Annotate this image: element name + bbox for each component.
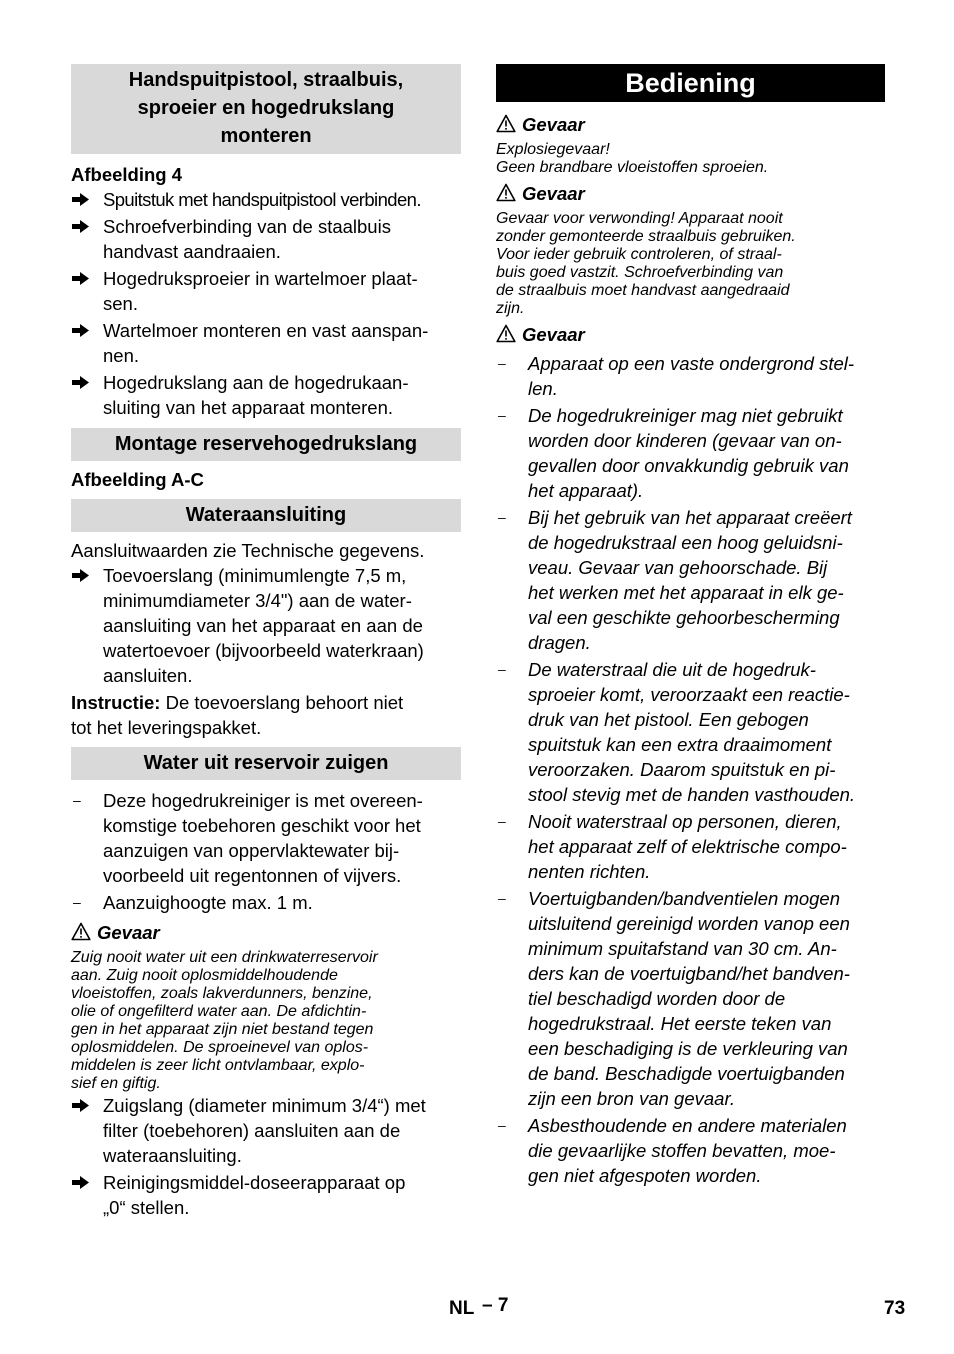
item-line: nenten richten.: [528, 861, 651, 882]
item-line: Spuitstuk met handspuitpistool verbinden.: [103, 189, 421, 210]
warning-triangle-icon: [71, 922, 91, 941]
warning-label: Gevaar: [97, 922, 160, 943]
step-item: [71, 266, 461, 316]
warning-heading: [496, 322, 885, 347]
list-item: [496, 505, 885, 655]
step-item: [71, 187, 461, 212]
connection-values-text: Aansluitwaarden zie Technische gegevens.: [71, 540, 425, 561]
instruction-label: Instructie:: [71, 692, 161, 713]
item-line: sproeier komt, veroorzaakt een reactie-: [528, 684, 850, 705]
text-line: de straalbuis moet handvast aangedraaid: [496, 282, 790, 299]
step-item: [71, 214, 461, 264]
item-line: komstige toebehoren geschikt voor het: [103, 815, 421, 836]
arrow-right-icon: [71, 1093, 93, 1113]
step-item: [71, 370, 461, 420]
instruction-note: [71, 690, 461, 715]
item-line: tiel beschadigd worden door de: [528, 988, 786, 1009]
step-item: [71, 1093, 461, 1168]
list-item: [496, 351, 885, 401]
item-line: Hogedruksproeier in wartelmoer plaat-: [103, 268, 418, 289]
figure-ref-ac: Afbeelding A-C: [71, 469, 204, 490]
warning-heading: [496, 181, 885, 206]
item-line: veau. Gevaar van gehoorschade. Bij: [528, 557, 828, 578]
item-line: ders kan de voertuigband/het bandven-: [528, 963, 850, 984]
item-line: de hogedrukstraal een hoog geluidsni-: [528, 532, 843, 553]
item-line: val een geschikte gehoorbescherming: [528, 607, 840, 628]
text-line: buis goed vastzit. Schroefverbinding van: [496, 264, 784, 281]
list-item: [496, 403, 885, 503]
item-line: het apparaat zelf of elektrische compo-: [528, 836, 847, 857]
heading-line: monteren: [220, 125, 312, 147]
list-item: [496, 809, 885, 884]
instruction-text-2: tot het leveringspakket.: [71, 717, 262, 738]
item-line: Asbesthoudende en andere materialen: [528, 1115, 847, 1136]
text-line: aan. Zuig nooit oplosmiddelhoudende: [71, 967, 338, 984]
heading-water-connection: Wateraansluiting: [71, 499, 461, 532]
dash-list-right: [496, 351, 885, 1188]
item-line: sen.: [103, 293, 138, 314]
arrow-right-icon: [71, 370, 93, 390]
warning-label: Gevaar: [522, 114, 585, 135]
list-item: [496, 657, 885, 807]
item-line: worden door kinderen (gevaar van on-: [528, 430, 842, 451]
item-line: veroorzaken. Daarom spuitstuk en pi-: [528, 759, 836, 780]
item-line: het apparaat).: [528, 480, 644, 501]
list-item: [496, 886, 885, 1111]
arrow-right-icon: [71, 187, 93, 207]
item-line: een beschadiging is de verkleuring van: [528, 1038, 848, 1059]
item-line: handvast aandraaien.: [103, 241, 281, 262]
text-line: vloeistoffen, zoals lakverdunners, benzine,: [71, 985, 373, 1002]
instruction-text: De toevoerslang behoort niet: [160, 692, 404, 713]
warning-text-injury: [496, 210, 885, 318]
dash-bullet: –: [73, 894, 81, 910]
item-line: zijn een bron van gevaar.: [528, 1088, 736, 1109]
step-item: [71, 1170, 461, 1220]
item-line: Toevoerslang (minimumlengte 7,5 m,: [103, 565, 407, 586]
heading-bediening: Bediening: [496, 64, 885, 102]
item-line: uitsluitend gereinigd worden vanop een: [528, 913, 850, 934]
item-line: Bij het gebruik van het apparaat creëert: [528, 507, 852, 528]
item-line: De hogedrukreiniger mag niet gebruikt: [528, 405, 843, 426]
dash-bullet: –: [73, 792, 81, 808]
warning-text: [71, 949, 461, 1093]
item-line: spuitstuk kan een extra draaimoment: [528, 734, 832, 755]
item-line: Voertuigbanden/bandventielen mogen: [528, 888, 841, 909]
warning-text-explosion: [496, 141, 885, 177]
item-line: gen niet afgespoten worden.: [528, 1165, 762, 1186]
item-line: minimumdiameter 3/4") aan de water-: [103, 590, 412, 611]
footer-language: NL: [449, 1298, 475, 1319]
item-line: hogedrukstraal. Het eerste teken van: [528, 1013, 832, 1034]
warning-triangle-icon: [496, 114, 516, 133]
dash-bullet: –: [498, 813, 506, 829]
item-line: druk van het pistool. Een gebogen: [528, 709, 809, 730]
item-line: Wartelmoer monteren en vast aanspan-: [103, 320, 429, 341]
item-line: Nooit waterstraal op personen, dieren,: [528, 811, 842, 832]
item-line: dragen.: [528, 632, 591, 653]
step-list-2: [71, 563, 461, 688]
item-line: Aanzuighoogte max. 1 m.: [103, 892, 313, 913]
item-line: De waterstraal die uit de hogedruk-: [528, 659, 816, 680]
item-line: aansluiten.: [103, 665, 193, 686]
step-item: [71, 318, 461, 368]
item-line: „0“ stellen.: [103, 1197, 190, 1218]
figure-ref-4: Afbeelding 4: [71, 164, 183, 185]
arrow-right-icon: [71, 214, 93, 234]
text-line: zijn.: [496, 300, 525, 317]
right-column: [496, 64, 885, 1190]
warning-heading: [496, 112, 885, 137]
heading-montage: [71, 64, 461, 154]
item-line: len.: [528, 378, 558, 399]
left-column: [71, 64, 461, 1222]
warning-heading: [71, 920, 461, 945]
item-line: Hogedrukslang aan de hogedrukaan-: [103, 372, 409, 393]
item-line: Schroefverbinding van de staalbuis: [103, 216, 391, 237]
item-line: sluiting van het apparaat monteren.: [103, 397, 394, 418]
item-line: wateraansluiting.: [103, 1145, 242, 1166]
list-item: [71, 788, 461, 888]
text-line: Zuig nooit water uit een drinkwaterreservoir: [71, 949, 378, 966]
dash-bullet: –: [498, 890, 506, 906]
dash-bullet: –: [498, 509, 506, 525]
arrow-right-icon: [71, 563, 93, 583]
dash-list-left: [71, 788, 461, 915]
heading-water-reservoir: Water uit reservoir zuigen: [71, 747, 461, 780]
warning-triangle-icon: [496, 183, 516, 202]
dash-bullet: –: [498, 661, 506, 677]
arrow-right-icon: [71, 266, 93, 286]
item-line: Zuigslang (diameter minimum 3/4“) met: [103, 1095, 426, 1116]
warning-label: Gevaar: [522, 183, 585, 204]
item-line: die gevaarlijke stoffen bevatten, moe-: [528, 1140, 836, 1161]
dash-bullet: –: [498, 407, 506, 423]
item-line: Deze hogedrukreiniger is met overeen-: [103, 790, 423, 811]
text-line: gen in het apparaat zijn niet bestand tegen: [71, 1021, 374, 1038]
item-line: het werken met het apparaat in elk ge-: [528, 582, 844, 603]
item-line: voorbeeld uit regentonnen of vijvers.: [103, 865, 402, 886]
footer-section-page: – 7: [482, 1295, 509, 1316]
step-list-1: [71, 187, 461, 420]
arrow-right-icon: [71, 318, 93, 338]
text-line: Geen brandbare vloeistoffen sproeien.: [496, 159, 769, 176]
item-line: aansluiting van het apparaat en aan de: [103, 615, 423, 636]
item-line: filter (toebehoren) aansluiten aan de: [103, 1120, 401, 1141]
warning-label: Gevaar: [522, 324, 585, 345]
item-line: gevallen door onvakkundig gebruik van: [528, 455, 849, 476]
list-item: [496, 1113, 885, 1188]
item-line: nen.: [103, 345, 140, 366]
item-line: Apparaat op een vaste ondergrond stel-: [528, 353, 855, 374]
text-line: olie of ongefilterd water aan. De afdichtin-: [71, 1003, 367, 1020]
dash-bullet: –: [498, 1117, 506, 1133]
step-item: [71, 563, 461, 688]
page-number: 73: [884, 1298, 906, 1319]
step-list-3: [71, 1093, 461, 1220]
item-line: minimum spuitafstand van 30 cm. An-: [528, 938, 837, 959]
arrow-right-icon: [71, 1170, 93, 1190]
item-line: stool stevig met de handen vasthouden.: [528, 784, 856, 805]
text-line: middelen is zeer licht ontvlambaar, explo-: [71, 1057, 365, 1074]
heading-reserve-hose: Montage reservehogedrukslang: [71, 428, 461, 461]
dash-bullet: –: [498, 355, 506, 371]
text-line: sief en giftig.: [71, 1075, 161, 1092]
text-line: oplosmiddelen. De sproeinevel van oplos-: [71, 1039, 369, 1056]
item-line: watertoevoer (bijvoorbeeld waterkraan): [103, 640, 424, 661]
warning-triangle-icon: [496, 324, 516, 343]
list-item: [71, 890, 461, 915]
text-line: Gevaar voor verwonding! Apparaat nooit: [496, 210, 783, 227]
text-line: Voor ieder gebruik controleren, of straal-: [496, 246, 782, 263]
text-line: zonder gemonteerde straalbuis gebruiken.: [496, 228, 796, 245]
text-line: Explosiegevaar!: [496, 141, 610, 158]
heading-line: Handspuitpistool, straalbuis,: [128, 69, 404, 91]
heading-line: sproeier en hogedrukslang: [137, 97, 395, 119]
item-line: aanzuigen van oppervlaktewater bij-: [103, 840, 400, 861]
item-line: de band. Beschadigde voertuigbanden: [528, 1063, 845, 1084]
item-line: Reinigingsmiddel-doseerapparaat op: [103, 1172, 406, 1193]
